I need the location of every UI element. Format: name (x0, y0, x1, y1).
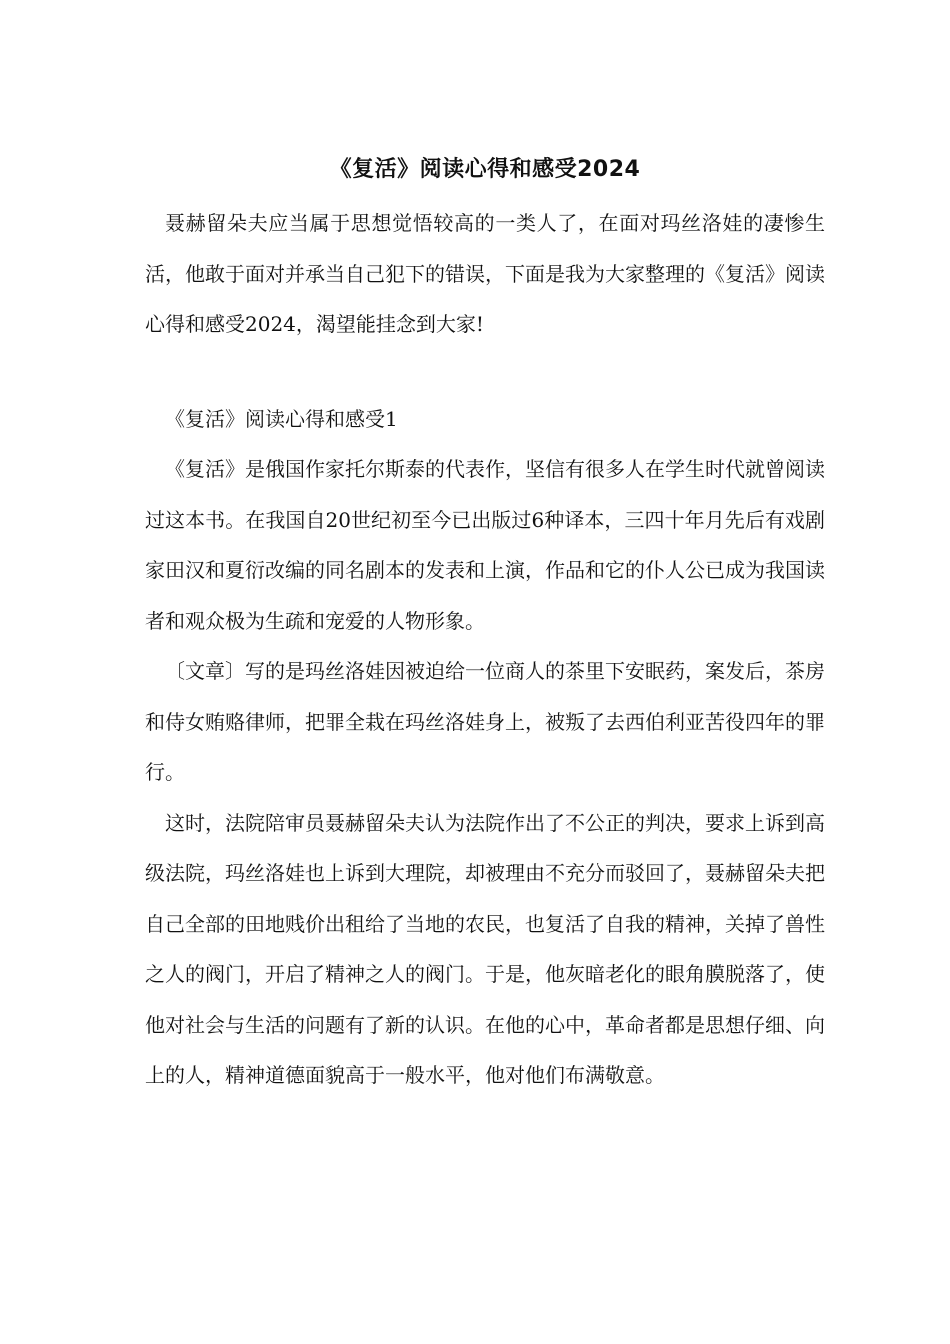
body-paragraph-2: 〔文章〕写的是玛丝洛娃因被迫给一位商人的茶里下安眠药，案发后，茶房和侍女贿赂律师，把罪全栽在玛丝洛娃身上，被叛了去西伯利亚苦役四年的罪行。 (145, 659, 825, 784)
document-title: 《复活》阅读心得和感受2024 (329, 157, 641, 182)
body-paragraph-3: 这时，法院陪审员聂赫留朵夫认为法院作出了不公正的判决，要求上诉到高级法院，玛丝洛娃也上诉到大理院，却被理由不充分而驳回了，聂赫留朵夫把自己全部的田地贱价出租给了当地的农民，也复活了自我的精神，关掉了兽性之人的阀门，开启了精神之人的阀门。于是，他灰暗老化的眼角膜脱落了，使他对社会与生活的问题有了新的认识。在他的心中，革命者都是思想仔细、向上的人，精神道德面貌高于一般水平，他对他们布满敬意。 (145, 810, 825, 1087)
intro-paragraph: 聂赫留朵夫应当属于思想觉悟较高的一类人了，在面对玛丝洛娃的凄惨生活，他敢于面对并承当自己犯下的错误，下面是我为大家整理的《复活》阅读心得和感受2024，渴望能挂念到大家! (145, 211, 825, 336)
section-heading: 《复活》阅读心得和感受1 (165, 406, 398, 431)
body-paragraph-1: 《复活》是俄国作家托尔斯泰的代表作，坚信有很多人在学生时代就曾阅读过这本书。在我国自20世纪初至今已出版过6种译本，三四十年月先后有戏剧家田汉和夏衍改编的同名剧本的发表和上演，作品和它的仆人公已成为我国读者和观众极为生疏和宠爱的人物形象。 (145, 457, 825, 633)
section-spacer (145, 350, 825, 394)
document-body (145, 150, 825, 1101)
